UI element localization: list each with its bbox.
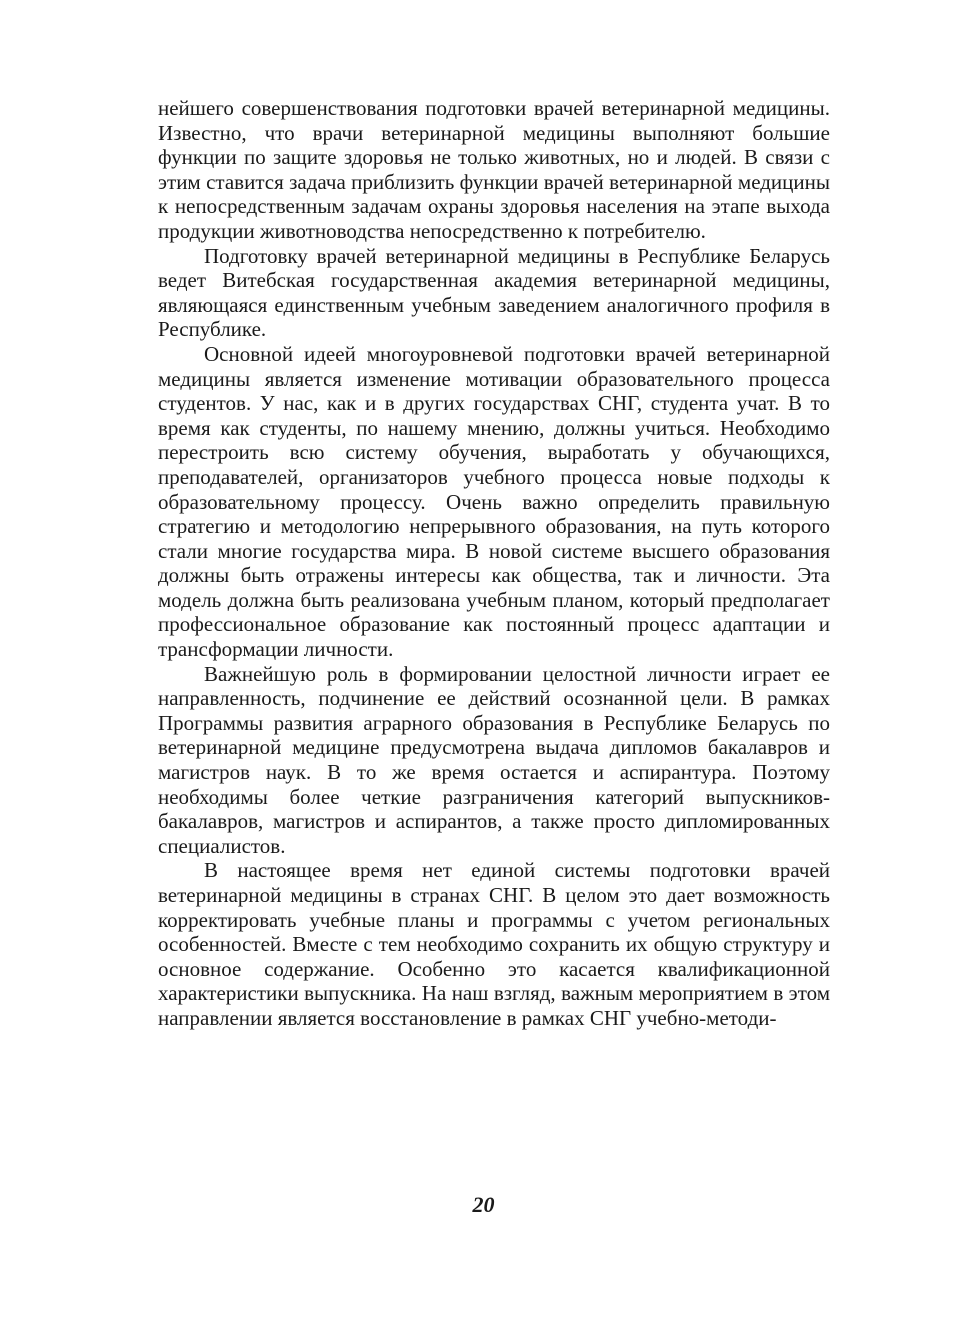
paragraph-1: нейшего совершенствования подготовки врачей ветеринарной медицины. Известно, что врачи ветеринарной медицины выполняют большие функции по защите здоровья не только животных, но и людей. В связи с этим ставится задача приблизить функции врачей ветеринарной медицины к непосредственным задачам охраны здоровья населения на этапе выхода продукции животноводства непосредственно к потребителю. — [158, 96, 830, 243]
paragraph-3: Основной идеей многоуровневой подготовки врачей ветеринарной медицины является изменение мотивации образовательного процесса студентов. У нас, как и в других государствах СНГ, студента учат. В то время как студенты, по нашему мнению, должны учиться. Необходимо перестроить всю систему обучения, выработать у обучающихся, преподавателей, организаторов учебного процесса новые подходы к образовательному процессу. Очень важно определить правильную стратегию и методологию непрерывного образования, на путь которого стали многие государства мира. В новой системе высшего образования должны быть отражены интересы как общества, так и личности. Эта модель должна быть реализована учебным планом, который предполагает профессиональное образование как постоянный процесс адаптации и трансформации личности. — [158, 341, 830, 662]
paragraph-2: Подготовку врачей ветеринарной медицины в Республике Беларусь ведет Витебская государственная академия ветеринарной медицины, являющаяся единственным учебным заведением аналогичного профиля в Республике. — [158, 243, 830, 342]
body-text — [158, 96, 830, 1031]
page-number: 20 — [472, 1192, 495, 1217]
paragraph-5: В настоящее время нет единой системы подготовки врачей ветеринарной медицины в странах СНГ. В целом это дает возможность корректировать учебные планы и программы с учетом региональных особенностей. Вместе с тем необходимо сохранить их общую структуру и основное содержание. Особенно это касается квалификационной характеристики выпускника. На наш взгляд, важным мероприятием в этом направлении является восстановление в рамках СНГ учебно-методи- — [158, 858, 830, 1030]
paragraph-4: Важнейшую роль в формировании целостной личности играет ее направленность, подчинение ее действий осознанной цели. В рамках Программы развития аграрного образования в Республике Беларусь по ветеринарной медицине предусмотрена выдача дипломов бакалавров и магистров наук. В то же время остается и аспирантура. Поэтому необходимы более четкие разграничения категорий выпускников-бакалавров, магистров и аспирантов, а также просто дипломированных специалистов. — [158, 661, 830, 858]
